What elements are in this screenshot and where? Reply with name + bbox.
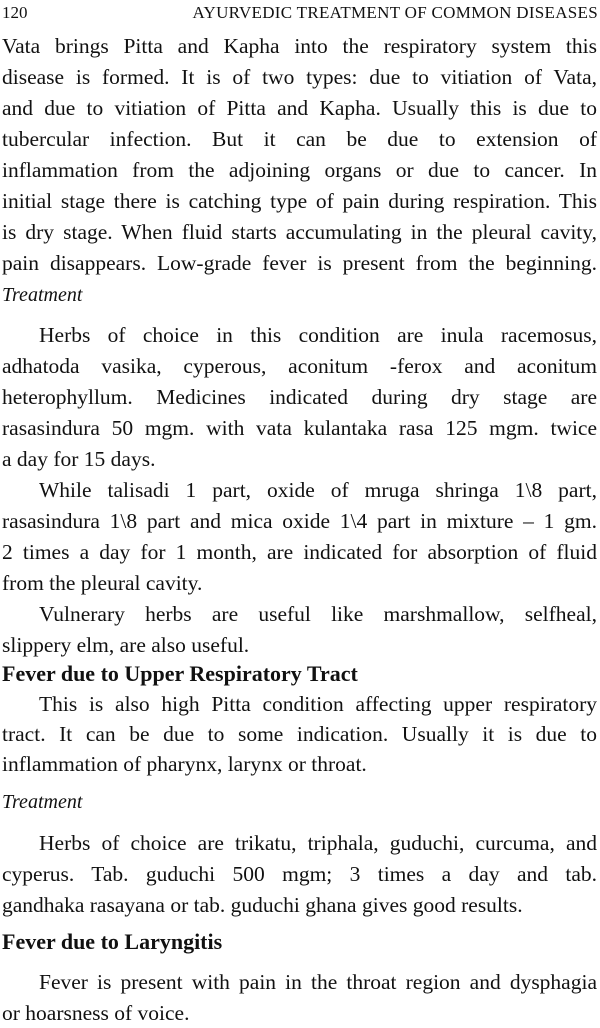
running-title: AYURVEDIC TREATMENT OF COMMON DISEASES xyxy=(192,3,598,22)
text-line: inflammation from the adjoining organs or due to cancer. In xyxy=(2,158,597,182)
text-line: This is also high Pitta condition affecting upper respiratory xyxy=(39,692,597,716)
subheading-treatment: Treatment xyxy=(2,284,83,306)
text-line: cyperus. Tab. guduchi 500 mgm; 3 times a day and tab. xyxy=(2,862,597,886)
text-line: gandhaka rasayana or tab. guduchi ghana gives good results. xyxy=(2,893,523,917)
text-line: slippery elm, are also useful. xyxy=(2,633,250,657)
text-line: Vata brings Pitta and Kapha into the respiratory system this xyxy=(2,34,597,58)
text-line: pain disappears. Low-grade fever is present from the beginning. xyxy=(2,251,597,275)
text-line: inflammation of pharynx, larynx or throat. xyxy=(2,752,367,776)
section-heading: Fever due to Upper Respiratory Tract xyxy=(2,661,358,686)
text-line: a day for 15 days. xyxy=(2,447,156,471)
text-line: Herbs of choice are trikatu, triphala, guduchi, curcuma, and xyxy=(39,831,597,855)
text-line: initial stage there is catching type of pain during respiration. This xyxy=(2,189,597,213)
text-line: Herbs of choice in this condition are inula racemosus, xyxy=(39,323,597,347)
text-line: and due to vitiation of Pitta and Kapha. Usually this is due to xyxy=(2,96,597,120)
section-heading: Fever due to Laryngitis xyxy=(2,929,223,954)
text-line: is dry stage. When fluid starts accumulating in the pleural cavity, xyxy=(2,220,597,244)
text-line: rasasindura 1\8 part and mica oxide 1\4 part in mixture – 1 gm. xyxy=(2,509,597,533)
text-line: Fever is present with pain in the throat region and dysphagia xyxy=(39,970,597,994)
page-header xyxy=(2,2,598,24)
text-line: tract. It can be due to some indication. Usually it is due to xyxy=(2,722,597,746)
text-line: rasasindura 50 mgm. with vata kulantaka rasa 125 mgm. twice xyxy=(2,416,597,440)
text-line: Vulnerary herbs are useful like marshmallow, selfheal, xyxy=(39,602,597,626)
text-line: heterophyllum. Medicines indicated during dry stage are xyxy=(2,385,597,409)
text-line: adhatoda vasika, cyperous, aconitum -ferox and aconitum xyxy=(2,354,597,378)
text-line: disease is formed. It is of two types: due to vitiation of Vata, xyxy=(2,65,597,89)
text-line: tubercular infection. But it can be due to extension of xyxy=(2,127,597,151)
text-line: or hoarsness of voice. xyxy=(2,1001,190,1025)
text-line: from the pleural cavity. xyxy=(2,571,203,595)
subheading-treatment: Treatment xyxy=(2,791,83,813)
text-line: 2 times a day for 1 month, are indicated for absorption of fluid xyxy=(2,540,597,564)
page-number: 120 xyxy=(2,3,28,22)
text-line: While talisadi 1 part, oxide of mruga shringa 1\8 part, xyxy=(39,478,597,502)
